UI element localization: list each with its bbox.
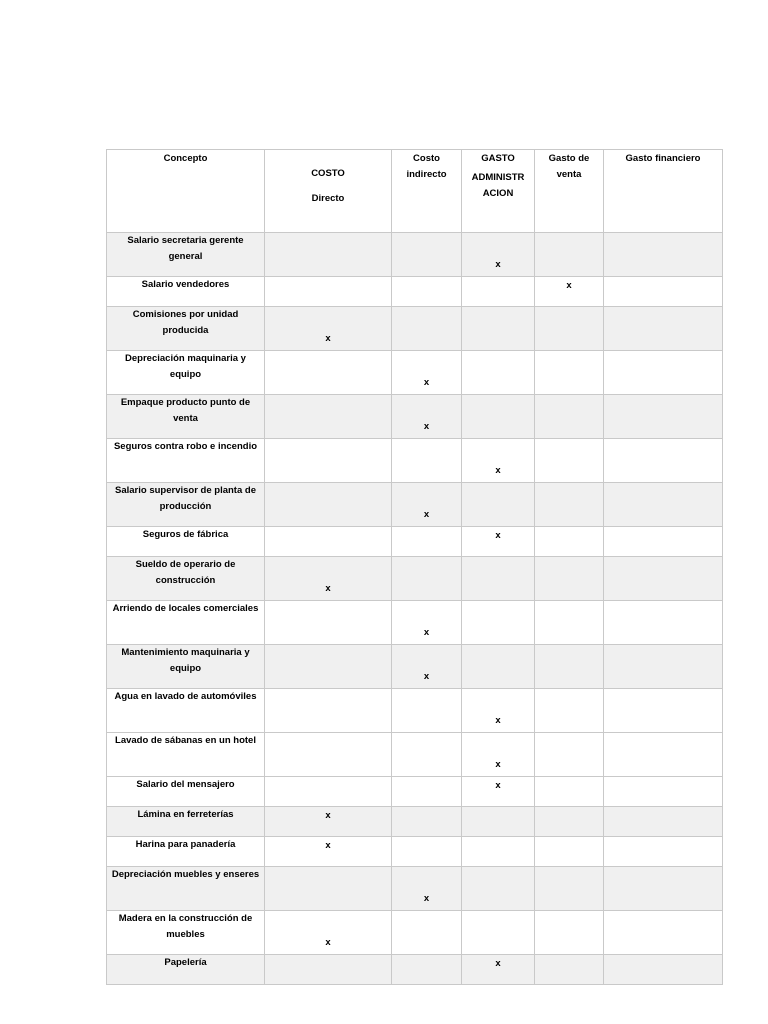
mark-cell [462, 307, 535, 351]
mark-cell [265, 395, 392, 439]
mark-cell [604, 395, 723, 439]
mark-cell [535, 837, 604, 867]
mark-cell [392, 807, 462, 837]
mark-cell [604, 233, 723, 277]
table-body [107, 233, 723, 985]
mark-cell [392, 955, 462, 985]
mark-cell [535, 601, 604, 645]
table-row [107, 233, 723, 277]
mark-cell: x [392, 395, 462, 439]
header-gasto-admin-line2: ADMINISTR [471, 172, 525, 183]
concept-cell: Madera en la construcción de muebles [107, 911, 265, 955]
mark-cell [535, 733, 604, 777]
header-costo-directo-line2: Directo [311, 193, 345, 204]
mark-cell [604, 557, 723, 601]
mark-cell: x [392, 645, 462, 689]
mark-cell [462, 351, 535, 395]
mark-cell [392, 837, 462, 867]
mark-cell [462, 277, 535, 307]
table-row [107, 439, 723, 483]
header-gasto-admin-line3: ACION [482, 188, 514, 199]
mark-cell [604, 867, 723, 911]
mark-cell [462, 837, 535, 867]
mark-cell: x [462, 777, 535, 807]
table-row [107, 807, 723, 837]
header-row [107, 150, 723, 233]
concept-cell: Seguros contra robo e incendio [107, 439, 265, 483]
mark-cell [535, 955, 604, 985]
mark-cell [604, 601, 723, 645]
mark-cell [462, 601, 535, 645]
concept-cell: Empaque producto punto de venta [107, 395, 265, 439]
mark-cell [265, 233, 392, 277]
concept-cell: Sueldo de operario de construcción [107, 557, 265, 601]
table-row [107, 483, 723, 527]
mark-cell [392, 689, 462, 733]
concept-cell: Harina para panadería [107, 837, 265, 867]
table-row [107, 601, 723, 645]
mark-cell [535, 689, 604, 733]
mark-cell [392, 777, 462, 807]
mark-cell [392, 233, 462, 277]
mark-cell [462, 483, 535, 527]
mark-cell [604, 483, 723, 527]
mark-cell [462, 867, 535, 911]
mark-cell [265, 601, 392, 645]
header-concepto: Concepto [107, 150, 265, 233]
table-row [107, 955, 723, 985]
mark-cell: x [462, 955, 535, 985]
concept-cell: Agua en lavado de automóviles [107, 689, 265, 733]
mark-cell: x [265, 307, 392, 351]
concept-cell: Lámina en ferreterías [107, 807, 265, 837]
mark-cell [392, 911, 462, 955]
mark-cell [604, 439, 723, 483]
mark-cell [265, 955, 392, 985]
mark-cell [392, 277, 462, 307]
concept-cell: Lavado de sábanas en un hotel [107, 733, 265, 777]
table-row [107, 645, 723, 689]
mark-cell [392, 557, 462, 601]
header-gasto-financiero: Gasto financiero [604, 150, 723, 233]
concept-cell: Mantenimiento maquinaria y equipo [107, 645, 265, 689]
mark-cell [535, 233, 604, 277]
mark-cell [462, 645, 535, 689]
mark-cell: x [462, 733, 535, 777]
mark-cell [604, 807, 723, 837]
mark-cell: x [392, 601, 462, 645]
mark-cell [392, 307, 462, 351]
mark-cell: x [265, 807, 392, 837]
mark-cell [535, 439, 604, 483]
mark-cell [604, 955, 723, 985]
mark-cell: x [535, 277, 604, 307]
mark-cell [535, 395, 604, 439]
mark-cell [265, 645, 392, 689]
header-gasto-admin-line1: GASTO [481, 153, 515, 164]
mark-cell [265, 483, 392, 527]
table-row [107, 307, 723, 351]
mark-cell [604, 645, 723, 689]
mark-cell [604, 527, 723, 557]
header-costo-directo-line1: COSTO [311, 168, 345, 179]
table-row [107, 557, 723, 601]
table-row [107, 689, 723, 733]
mark-cell [265, 689, 392, 733]
header-gasto-administracion [462, 150, 535, 233]
header-costo-indirecto: Costo indirecto [392, 150, 462, 233]
mark-cell: x [462, 233, 535, 277]
mark-cell [604, 277, 723, 307]
mark-cell [462, 557, 535, 601]
mark-cell [535, 557, 604, 601]
cost-classification-table [106, 149, 723, 985]
mark-cell [462, 807, 535, 837]
mark-cell: x [392, 351, 462, 395]
table-row [107, 911, 723, 955]
mark-cell [604, 733, 723, 777]
concept-cell: Comisiones por unidad producida [107, 307, 265, 351]
concept-cell: Salario vendedores [107, 277, 265, 307]
mark-cell [392, 733, 462, 777]
concept-cell: Depreciación maquinaria y equipo [107, 351, 265, 395]
mark-cell: x [392, 483, 462, 527]
mark-cell [265, 867, 392, 911]
mark-cell: x [462, 689, 535, 733]
mark-cell: x [265, 911, 392, 955]
mark-cell [535, 777, 604, 807]
table-row [107, 527, 723, 557]
mark-cell [535, 867, 604, 911]
mark-cell [604, 777, 723, 807]
table-row [107, 351, 723, 395]
mark-cell [462, 395, 535, 439]
mark-cell [392, 439, 462, 483]
concept-cell: Salario supervisor de planta de producción [107, 483, 265, 527]
mark-cell: x [265, 557, 392, 601]
mark-cell [604, 351, 723, 395]
concept-cell: Salario del mensajero [107, 777, 265, 807]
concept-cell: Seguros de fábrica [107, 527, 265, 557]
table-row [107, 867, 723, 911]
mark-cell [535, 527, 604, 557]
mark-cell [535, 307, 604, 351]
mark-cell [535, 807, 604, 837]
header-costo-directo [265, 150, 392, 233]
mark-cell: x [392, 867, 462, 911]
mark-cell: x [462, 527, 535, 557]
mark-cell [535, 483, 604, 527]
mark-cell [604, 837, 723, 867]
table-row [107, 395, 723, 439]
mark-cell [265, 733, 392, 777]
table-row [107, 277, 723, 307]
mark-cell [604, 689, 723, 733]
mark-cell [535, 911, 604, 955]
concept-cell: Arriendo de locales comerciales [107, 601, 265, 645]
mark-cell: x [462, 439, 535, 483]
mark-cell [604, 307, 723, 351]
mark-cell [535, 645, 604, 689]
mark-cell [535, 351, 604, 395]
mark-cell: x [265, 837, 392, 867]
mark-cell [265, 777, 392, 807]
mark-cell [265, 277, 392, 307]
mark-cell [265, 439, 392, 483]
mark-cell [462, 911, 535, 955]
mark-cell [604, 911, 723, 955]
concept-cell: Depreciación muebles y enseres [107, 867, 265, 911]
table-row [107, 777, 723, 807]
mark-cell [265, 527, 392, 557]
mark-cell [392, 527, 462, 557]
mark-cell [265, 351, 392, 395]
concept-cell: Papelería [107, 955, 265, 985]
header-gasto-venta: Gasto de venta [535, 150, 604, 233]
table-row [107, 837, 723, 867]
concept-cell: Salario secretaria gerente general [107, 233, 265, 277]
table-row [107, 733, 723, 777]
